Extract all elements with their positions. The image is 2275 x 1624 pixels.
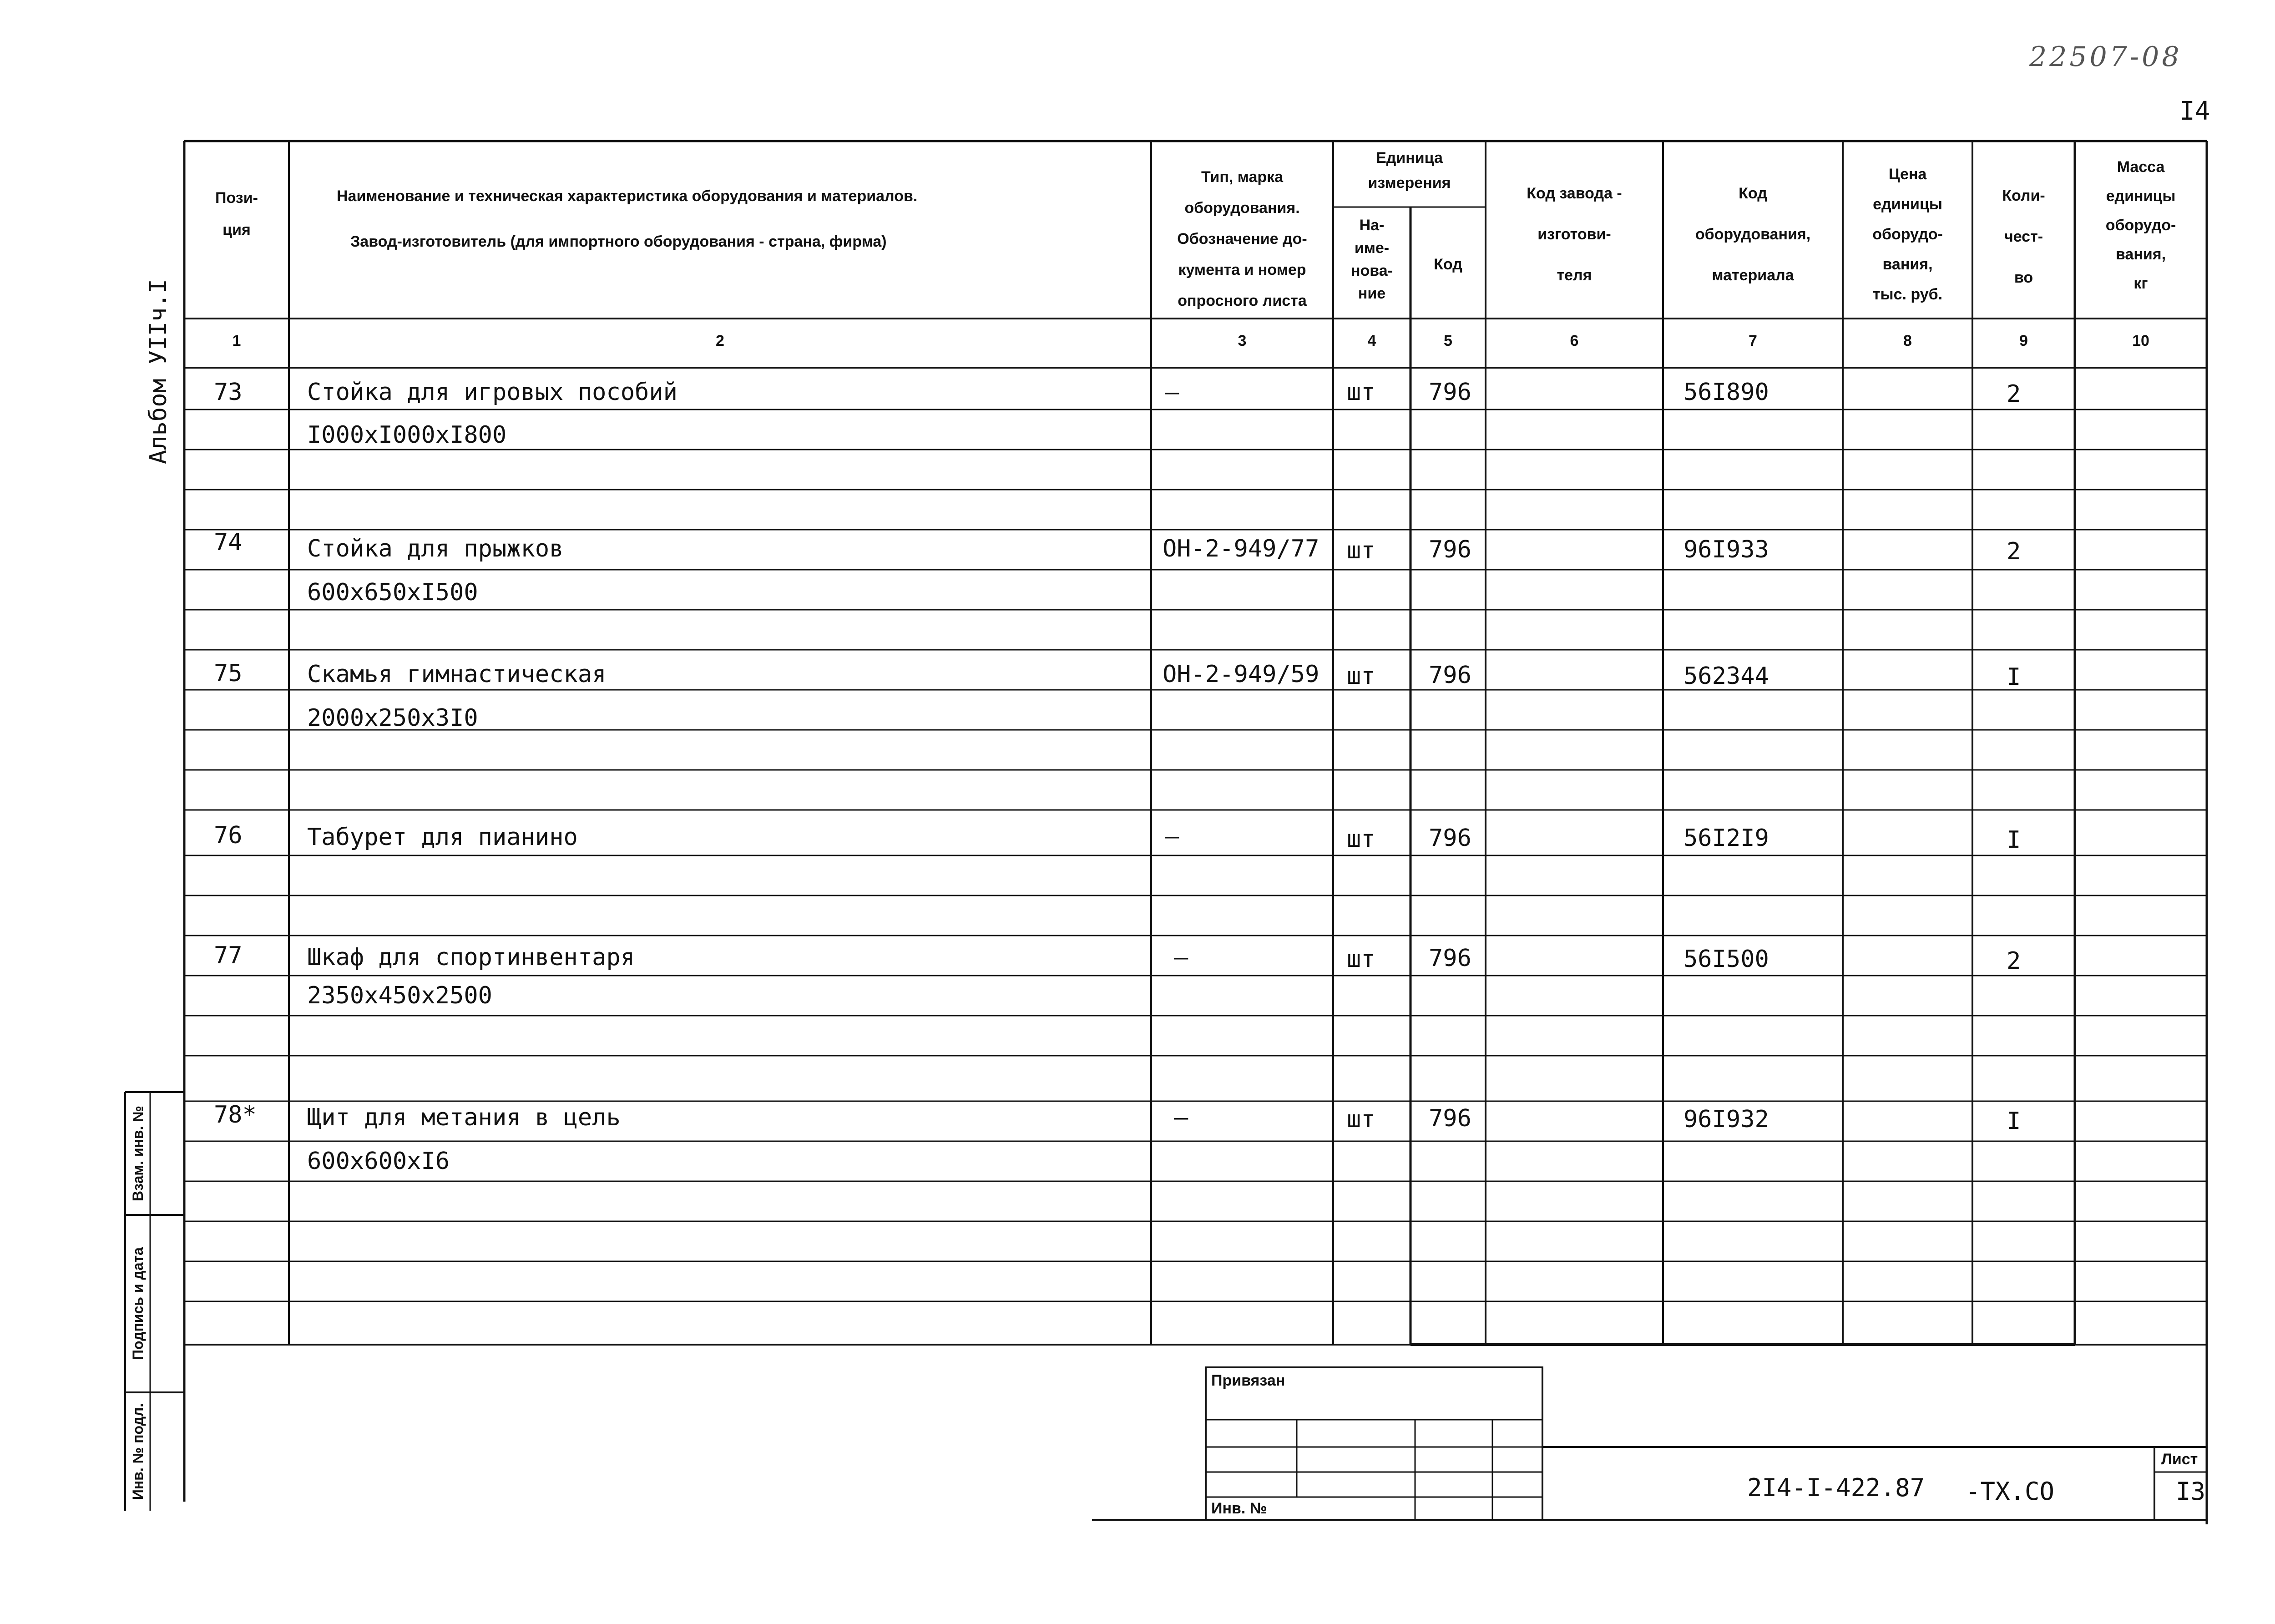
header-unit: Единица измерения (1368, 149, 1451, 192)
header-equipment-code: Код оборудования, материала (1695, 185, 1811, 284)
signature-date-label: Подпись и дата (130, 1247, 146, 1360)
col-number-3: 3 (1238, 332, 1247, 349)
row-unit-code: 796 (1429, 379, 1471, 406)
row-equipment-code: 96I933 (1684, 536, 1769, 563)
document-suffix: -ТХ.СО (1966, 1477, 2055, 1506)
original-inventory-label: Инв. № подл. (130, 1403, 146, 1500)
row-quantity: I (2007, 1108, 2021, 1135)
row-position: 74 (214, 529, 243, 556)
header-quantity: Коли- чест- во (2002, 187, 2045, 286)
row-name: Стойка для игровых пособий (307, 379, 677, 406)
row-dimensions: I000хI000хI800 (307, 421, 507, 449)
row-equipment-code: 96I932 (1684, 1106, 1769, 1133)
col-number-5: 5 (1444, 332, 1452, 349)
row-unit-code: 796 (1429, 945, 1471, 972)
row-unit: шт (1347, 537, 1375, 564)
row-name: Щит для метания в цель (307, 1104, 621, 1131)
col-number-6: 6 (1570, 332, 1579, 349)
header-unit-name: На- име- нова- ние (1351, 217, 1393, 302)
header-name-characteristic: Наименование и техническая характеристика оборудования и материалов. (337, 187, 918, 205)
col-number-7: 7 (1749, 332, 1757, 349)
header-position: Пози- ция (215, 189, 258, 238)
replaced-inventory-label: Взам. инв. № (130, 1106, 146, 1201)
col-number-9: 9 (2019, 332, 2028, 349)
col-number-4: 4 (1367, 332, 1376, 349)
row-unit-code: 796 (1429, 662, 1471, 689)
row-mark: – (1174, 944, 1188, 971)
row-unit: шт (1347, 1106, 1375, 1133)
row-quantity: 2 (2007, 538, 2021, 565)
row-equipment-code: 56I500 (1684, 946, 1769, 973)
row-mark: – (1174, 1104, 1188, 1131)
document-reference-number: 22507-08 (2029, 41, 2182, 73)
row-position: 75 (214, 660, 243, 687)
row-quantity: 2 (2007, 380, 2021, 408)
row-quantity: 2 (2007, 947, 2021, 975)
header-unit-price: Цена единицы оборудо- вания, тыс. руб. (1872, 166, 1943, 303)
row-position: 73 (214, 379, 243, 406)
row-equipment-code: 56I2I9 (1684, 825, 1769, 852)
row-dimensions: 600х650хI500 (307, 579, 478, 606)
row-dimensions: 600х600хI6 (307, 1148, 450, 1175)
row-unit: шт (1347, 379, 1375, 406)
row-unit: шт (1347, 663, 1375, 690)
album-label: Альбом УIIч.I (145, 279, 172, 464)
header-plant-code: Код завода - изготови- теля (1527, 185, 1622, 284)
inventory-number-label: Инв. № (1211, 1500, 1267, 1517)
row-position: 76 (214, 822, 243, 849)
row-unit: шт (1347, 946, 1375, 973)
row-mark: ОН-2-949/77 (1163, 535, 1320, 562)
col-number-1: 1 (232, 332, 241, 349)
row-dimensions: 2350х450х2500 (307, 982, 492, 1009)
row-mark: – (1165, 823, 1179, 850)
row-name: Табурет для пианино (307, 824, 578, 851)
col-number-10: 10 (2132, 332, 2149, 349)
header-type-mark: Тип, марка оборудования. Обозначение до- кумента и номер опросного листа (1177, 168, 1307, 309)
row-unit-code: 796 (1429, 1105, 1471, 1132)
document-designation: 2I4-I-422.87 (1747, 1473, 1925, 1502)
row-equipment-code: 562344 (1684, 663, 1769, 690)
row-name: Стойка для прыжков (307, 535, 564, 562)
header-manufacturer: Завод-изготовитель (для импортного оборудования - страна, фирма) (350, 233, 887, 250)
header-unit-code: Код (1434, 256, 1462, 273)
row-equipment-code: 56I890 (1684, 379, 1769, 406)
row-quantity: I (2007, 663, 2021, 691)
header-unit-mass: Масса единицы оборудо- вания, кг (2105, 158, 2176, 292)
sheet-label: Лист (2161, 1451, 2198, 1468)
sheet-number: I3 (2176, 1477, 2206, 1506)
privyazan-label: Привязан (1211, 1372, 1285, 1389)
row-position: 77 (214, 942, 243, 969)
row-dimensions: 2000х250х3I0 (307, 704, 478, 732)
row-unit-code: 796 (1429, 536, 1471, 563)
row-name: Шкаф для спортинвентаря (307, 944, 635, 971)
top-sheet-number: I4 (2179, 96, 2210, 126)
row-unit-code: 796 (1429, 825, 1471, 852)
col-number-2: 2 (716, 332, 724, 349)
row-mark: ОН-2-949/59 (1163, 661, 1320, 688)
col-number-8: 8 (1903, 332, 1912, 349)
row-position: 78* (214, 1101, 257, 1128)
row-name: Скамья гимнастическая (307, 661, 607, 688)
row-quantity: I (2007, 826, 2021, 854)
row-unit: шт (1347, 825, 1375, 853)
row-mark: – (1165, 379, 1179, 406)
